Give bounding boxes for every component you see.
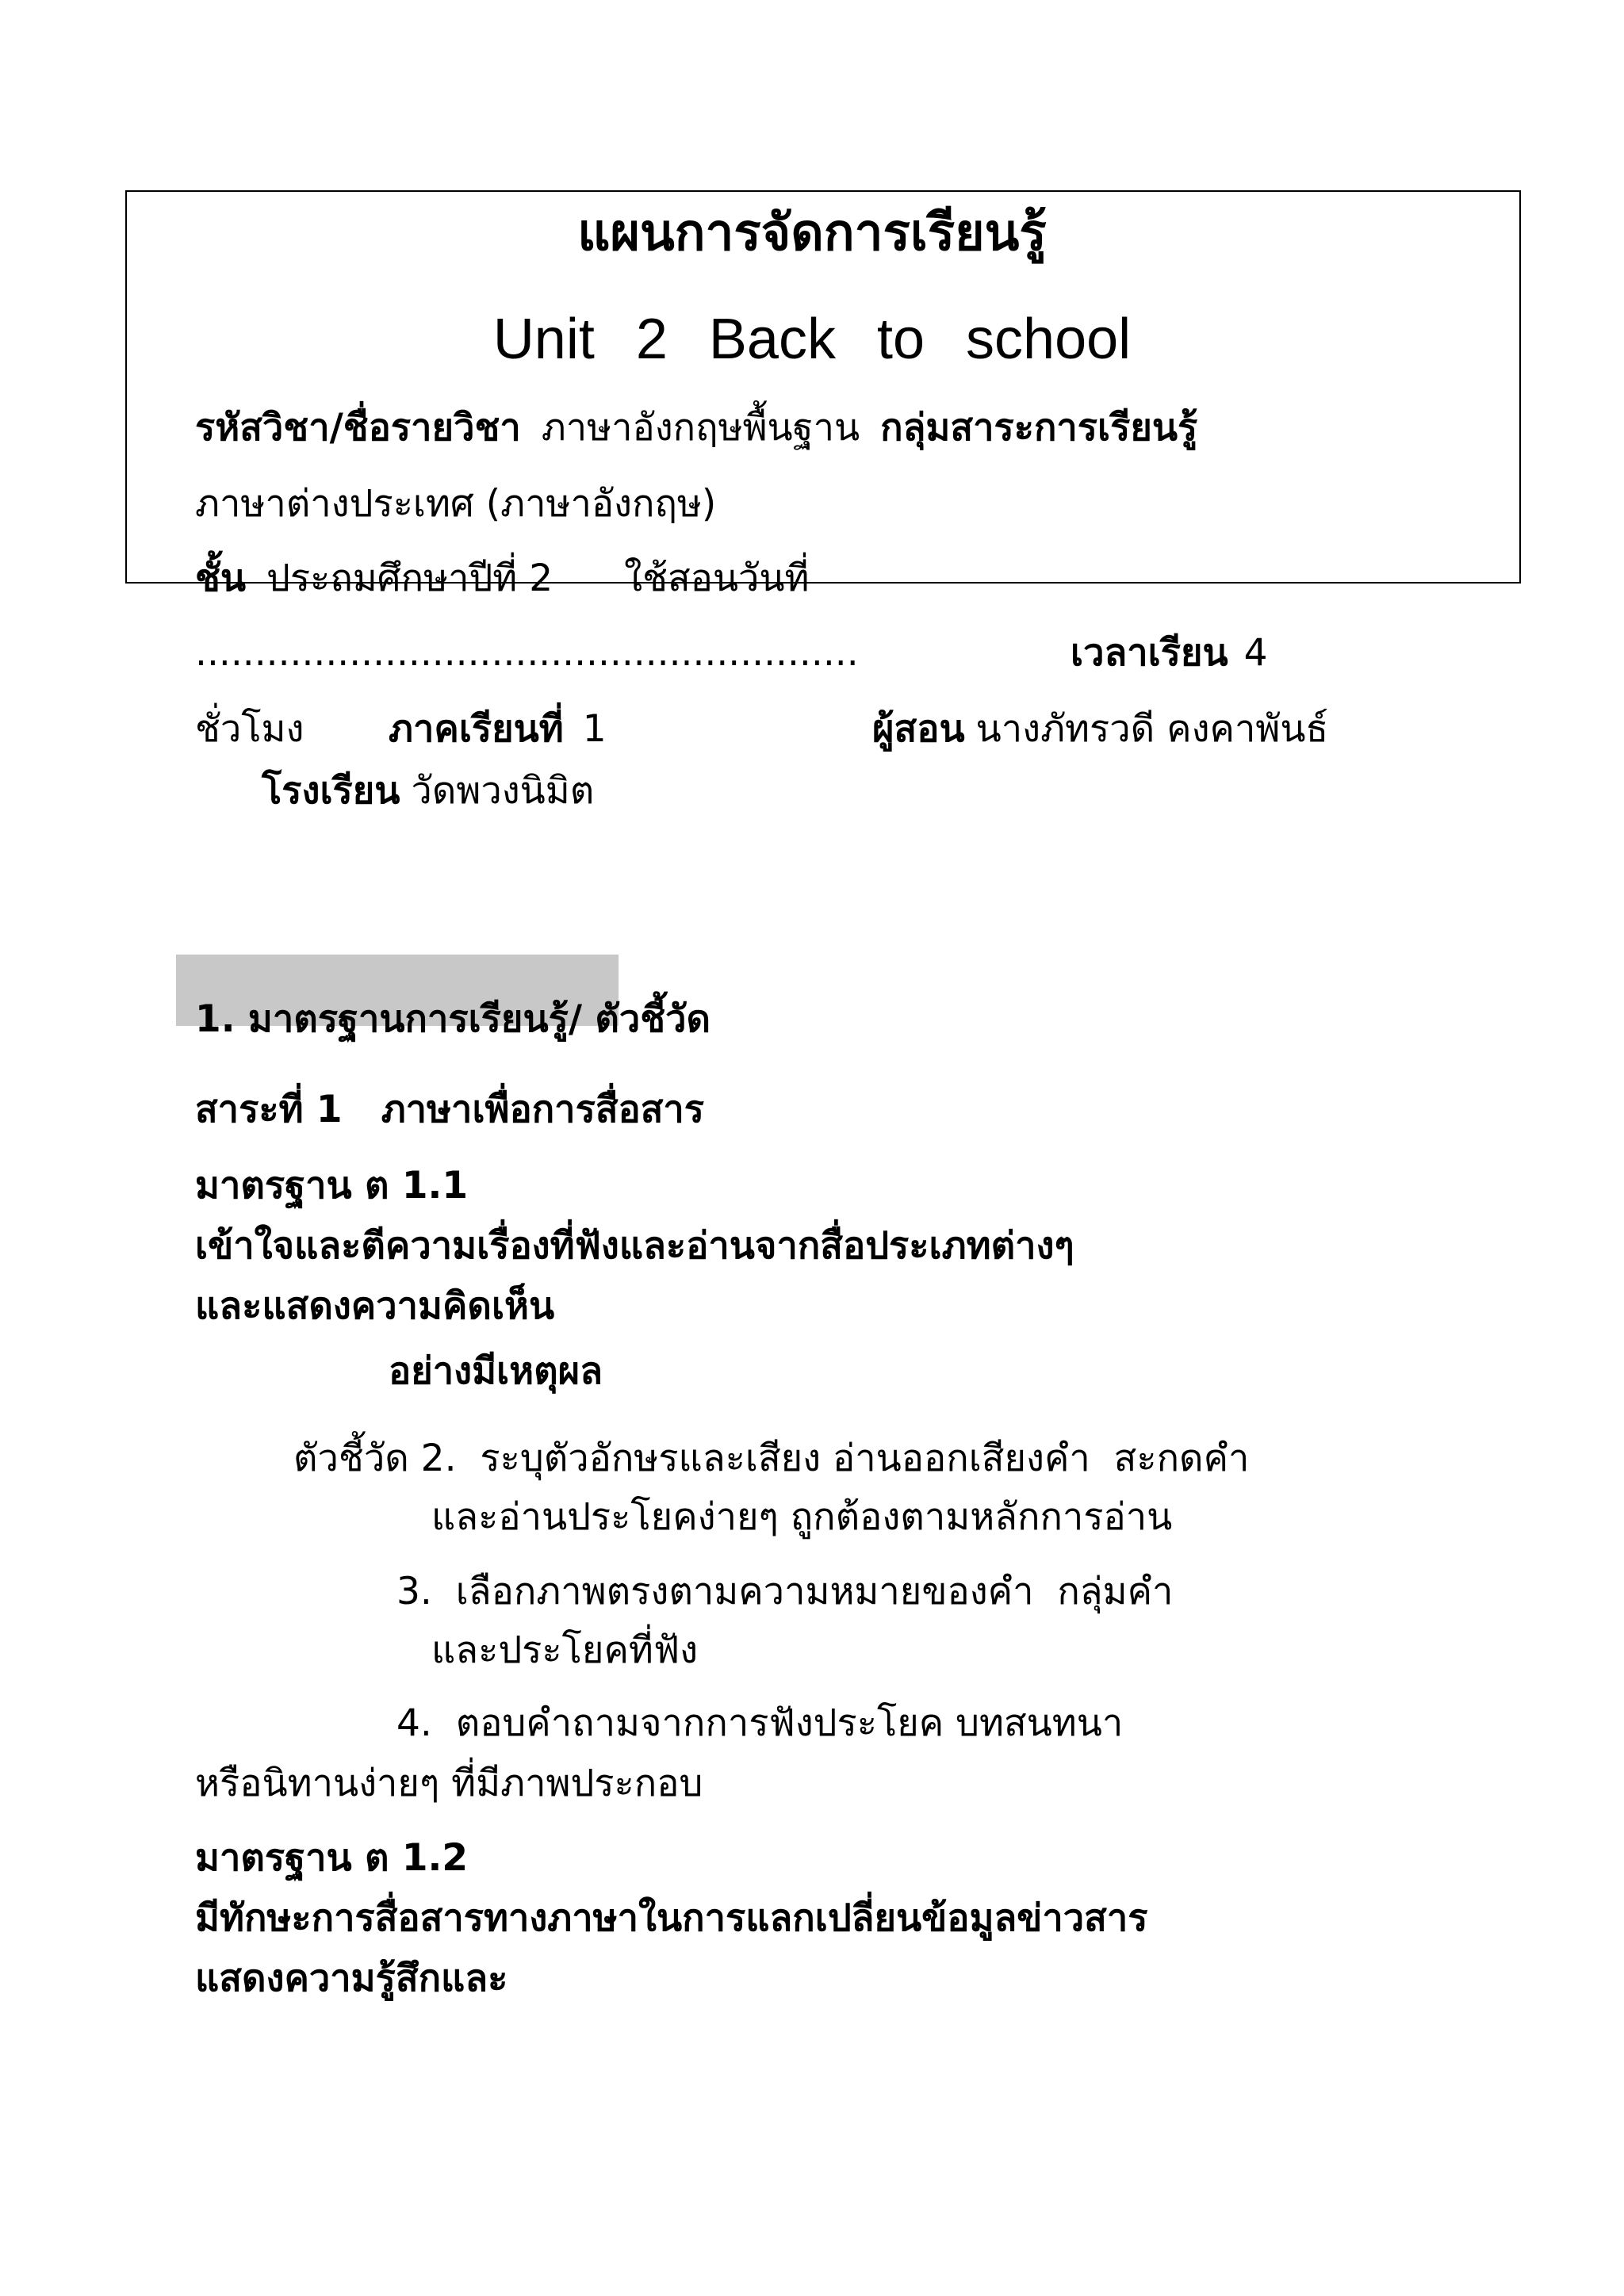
indicator-3-cont: และประโยคที่ฟัง — [431, 1628, 699, 1672]
teacher-value: นางภัทรวดี คงคาพันธ์ — [975, 707, 1329, 751]
school-line — [262, 769, 595, 813]
document-title: แผนการจัดการเรียนรู้ — [577, 204, 1047, 262]
standard-2-text: แสดงความรู้สึกและ — [195, 1957, 508, 2000]
grade-label: ชั้น — [195, 557, 247, 600]
hours-text: ชั่วโมง — [195, 707, 304, 751]
subject-label: รหัสวิชา/ชื่อรายวิชา — [195, 406, 521, 450]
standard-2-text: มีทักษะการสื่อสารทางภาษาในการแลกเปลี่ยนข้อมูลข่าวสาร — [195, 1896, 1148, 1940]
indicator-2-cont: และอ่านประโยคง่ายๆ ถูกต้องตามหลักการอ่าน — [431, 1495, 1173, 1539]
time-label: เวลาเรียน — [1071, 631, 1228, 675]
school-value: วัดพวงนิมิต — [411, 769, 595, 813]
indicator-3: 3. เลือกภาพตรงตามความหมายของคำ กลุ่มคำ — [396, 1570, 1174, 1613]
standard-1-text: และแสดงความคิดเห็น — [195, 1284, 555, 1328]
grade-value: ประถมศึกษาปีที่ 2 — [266, 557, 553, 600]
subject-value: ภาษาอังกฤษพื้นฐาน — [541, 406, 860, 450]
subject-line — [195, 406, 1198, 450]
standard-1-title: มาตรฐาน ต 1.1 — [195, 1164, 469, 1207]
semester-label: ภาคเรียนที่ — [389, 707, 564, 751]
indicator-4-cont: หรือนิทานง่ายๆ ที่มีภาพประกอบ — [195, 1762, 703, 1805]
indicator-4: 4. ตอบคำถามจากการฟังประโยค บทสนทนา — [396, 1701, 1124, 1745]
semester-line — [389, 707, 607, 751]
teacher-label: ผู้สอน — [872, 707, 965, 751]
time-value: 4 — [1243, 631, 1268, 675]
school-label: โรงเรียน — [262, 769, 400, 813]
grade-line — [195, 557, 810, 600]
teacher-line — [872, 707, 1329, 751]
date-dots: ........................................................ — [195, 631, 859, 675]
standard-2-title: มาตรฐาน ต 1.2 — [195, 1836, 469, 1880]
group-value: ภาษาต่างประเทศ (ภาษาอังกฤษ) — [195, 482, 717, 526]
date-label: ใช้สอนวันที่ — [624, 557, 810, 600]
time-line — [1071, 631, 1268, 675]
standard-1-text: อย่างมีเหตุผล — [389, 1349, 603, 1393]
strand-title: สาระที่ 1 ภาษาเพื่อการสื่อสาร — [195, 1088, 705, 1131]
section-heading: 1. มาตรฐานการเรียนรู้/ ตัวชี้วัด — [195, 997, 711, 1041]
unit-title: Unit 2 Back to school — [492, 308, 1132, 371]
indicator-2: ตัวชี้วัด 2. ระบุตัวอักษรและเสียง อ่านออกเสียงคำ สะกดคำ — [293, 1437, 1250, 1480]
semester-value: 1 — [582, 707, 607, 751]
group-label: กลุ่มสาระการเรียนรู้ — [880, 406, 1198, 450]
standard-1-text: เข้าใจและตีความเรื่องที่ฟังและอ่านจากสื่อประเภทต่างๆ — [195, 1224, 1074, 1268]
